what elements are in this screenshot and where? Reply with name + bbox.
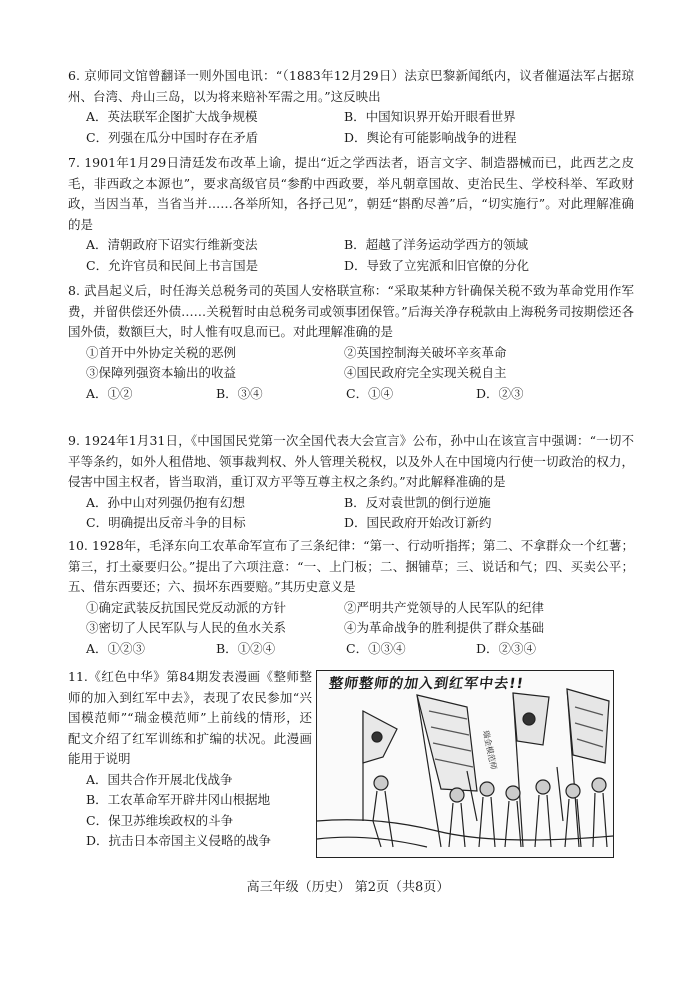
option-a[interactable]: A．①② <box>86 385 133 401</box>
statement-2: ②英国控制海关破坏辛亥革命 <box>344 344 507 360</box>
option-list <box>68 107 634 148</box>
statement-2: ②严明共产党领导的人民军队的纪律 <box>344 599 545 615</box>
hammer-sickle-icon <box>523 713 535 725</box>
option-b[interactable]: B．①②④ <box>216 640 276 656</box>
page-footer: 高三年级（历史） 第2页（共8页） <box>246 880 450 895</box>
option-a[interactable]: A．孙中山对列强仍抱有幻想 <box>86 494 246 510</box>
option-a[interactable]: A．清朝政府下诏实行维新变法 <box>86 237 258 252</box>
question-text: 武昌起义后，时任海关总税务司的英国人安格联宣称：“采取某种方针确保关税不致为革命党用作军费，并留供偿还外债……关税暂时由总税务司或领事团保管。”后海关净存税款由上海税务司按期偿还各国外债，数额巨大，时人惟有叹息而已。对此理解准确的是 <box>68 283 634 339</box>
question-number: 6. <box>68 68 80 83</box>
option-b[interactable]: B．工农革命军开辟井冈山根据地 <box>86 792 271 807</box>
option-c[interactable]: C．保卫苏维埃政权的斗争 <box>86 812 234 828</box>
option-d[interactable]: D．导致了立宪派和旧官僚的分化 <box>344 257 530 273</box>
soldier-head <box>450 788 464 802</box>
option-c[interactable]: C．允许官员和民间上书言国是 <box>86 257 259 273</box>
option-c[interactable]: C．列强在瓜分中国时存在矛盾 <box>86 129 259 145</box>
option-d[interactable]: D．国民政府开始改订新约 <box>344 515 492 530</box>
soldier-head <box>536 780 550 794</box>
option-b[interactable]: B．中国知识界开始开眼看世界 <box>344 109 516 124</box>
statement-4: ④为革命战争的胜利提供了群众基础 <box>344 620 545 635</box>
option-c[interactable]: C．①③④ <box>346 640 406 656</box>
soldier-body <box>593 793 607 847</box>
question-stem <box>68 281 634 343</box>
question-text: 1928年，毛泽东向工农革命军宣布了三条纪律：“第一、行动听指挥；第二、不拿群众一个红薯；第三，打土豪要归公。”提出了六项注意：“一、上门板；二、捆铺草；三、说话和气；四、买卖公平；五、借东西要还；六、损坏东西要赔。”其历史意义是 <box>68 538 634 594</box>
statement-1: ①首开中外协定关税的恶例 <box>86 344 237 360</box>
question-stem <box>68 66 634 107</box>
option-c[interactable]: C．明确提出反帝斗争的目标 <box>86 515 246 530</box>
question-9 <box>68 431 634 534</box>
question-stem <box>68 431 634 493</box>
soldier-head <box>374 776 388 790</box>
rifle <box>557 767 563 821</box>
question-10 <box>68 536 634 659</box>
statement-4: ④国民政府完全实现关税自主 <box>344 365 507 380</box>
question-stem <box>68 153 634 235</box>
soldier-head <box>592 778 606 792</box>
option-b[interactable]: B．反对袁世凯的倒行逆施 <box>344 494 491 510</box>
statement-3: ③保障列强资本输出的收益 <box>86 365 237 380</box>
option-d[interactable]: D．②③ <box>476 385 524 401</box>
question-text: 1901年1月29日清廷发布改革上谕，提出“近之学西法者，语言文字、制造器械而已，此西艺之皮毛，非西政之本源也”，要求高级官员“参酌中西政要，举凡朝章国故、吏治民生、学校科举、军政财政，当因当革，当省当并……各举所知，各抒己见”，朝廷“斟酌尽善”后，“切实施行”。对此理解准确的是 <box>68 155 635 232</box>
soldier-head <box>566 784 580 798</box>
statement-1: ①确定武装反抗国民党反动派的方针 <box>86 599 287 615</box>
flag-label: 瑞金模范师 <box>481 729 499 771</box>
hammer-sickle-icon <box>372 732 382 742</box>
question-text: 《红色中华》第84期发表漫画《整师整师的加入到红军中去》，表现了农民参加“兴国模范师”“瑞金模范师”上前线的情形，还配文介绍了红军训练和扩编的状况。此漫画能用于说明 <box>68 669 312 766</box>
question-number: 11. <box>68 669 88 684</box>
question-number: 7. <box>68 155 80 170</box>
option-a[interactable]: A．①②③ <box>86 640 146 656</box>
soldier-body <box>449 803 465 847</box>
option-list <box>68 639 634 660</box>
question-number: 10. <box>68 538 88 553</box>
option-b[interactable]: B．超越了洋务运动学西方的领域 <box>344 237 529 252</box>
option-b[interactable]: B．③④ <box>216 385 263 401</box>
question-text: 1924年1月31日，《中国国民党第一次全国代表大会宣言》公布，孙中山在该宣言中强调：“一切不平等条约，如外人租借地、领事裁判权、外人管理关税权，以及外人在中国境内行使一切政治的权力，侵害中国主权者，皆当取消，重订双方平等互尊主权之条约。”对此解释准确的是 <box>68 433 634 489</box>
option-a[interactable]: A．英法联军企图扩大战争规模 <box>86 109 258 124</box>
question-text: 京师同文馆曾翻译一则外国电讯：“（1883年12月29日）法京巴黎新闻纸内，议者催逼法军占据琼州、台湾、舟山三岛，以为将来赔补军需之用。”这反映出 <box>68 68 634 104</box>
question-stem <box>68 536 634 598</box>
option-d[interactable]: D．抗击日本帝国主义侵略的战争 <box>86 833 272 848</box>
option-list <box>68 235 634 276</box>
option-list <box>68 493 634 534</box>
option-list <box>68 384 634 405</box>
question-11 <box>68 667 312 852</box>
option-c[interactable]: C．①④ <box>346 385 394 401</box>
cartoon-image <box>316 670 614 858</box>
question-7 <box>68 153 634 276</box>
statement-list <box>68 598 634 639</box>
option-d[interactable]: D．舆论有可能影响战争的进程 <box>344 129 517 145</box>
cartoon-drawing <box>317 671 613 857</box>
option-a[interactable]: A．国共合作开展北伐战争 <box>86 771 233 787</box>
question-8 <box>68 281 634 404</box>
soldier-head <box>480 782 494 796</box>
statement-3: ③密切了人民军队与人民的鱼水关系 <box>86 620 287 635</box>
cartoon-title: 整师整师的加入到红军中去!! <box>327 676 525 692</box>
question-stem <box>68 667 312 770</box>
question-6 <box>68 66 634 148</box>
flag <box>567 689 609 763</box>
ground-line <box>317 837 427 847</box>
statement-list <box>68 343 634 384</box>
soldier-head <box>506 786 520 800</box>
question-number: 8. <box>68 283 80 298</box>
option-d[interactable]: D．②③④ <box>476 640 537 656</box>
question-number: 9. <box>68 433 80 448</box>
